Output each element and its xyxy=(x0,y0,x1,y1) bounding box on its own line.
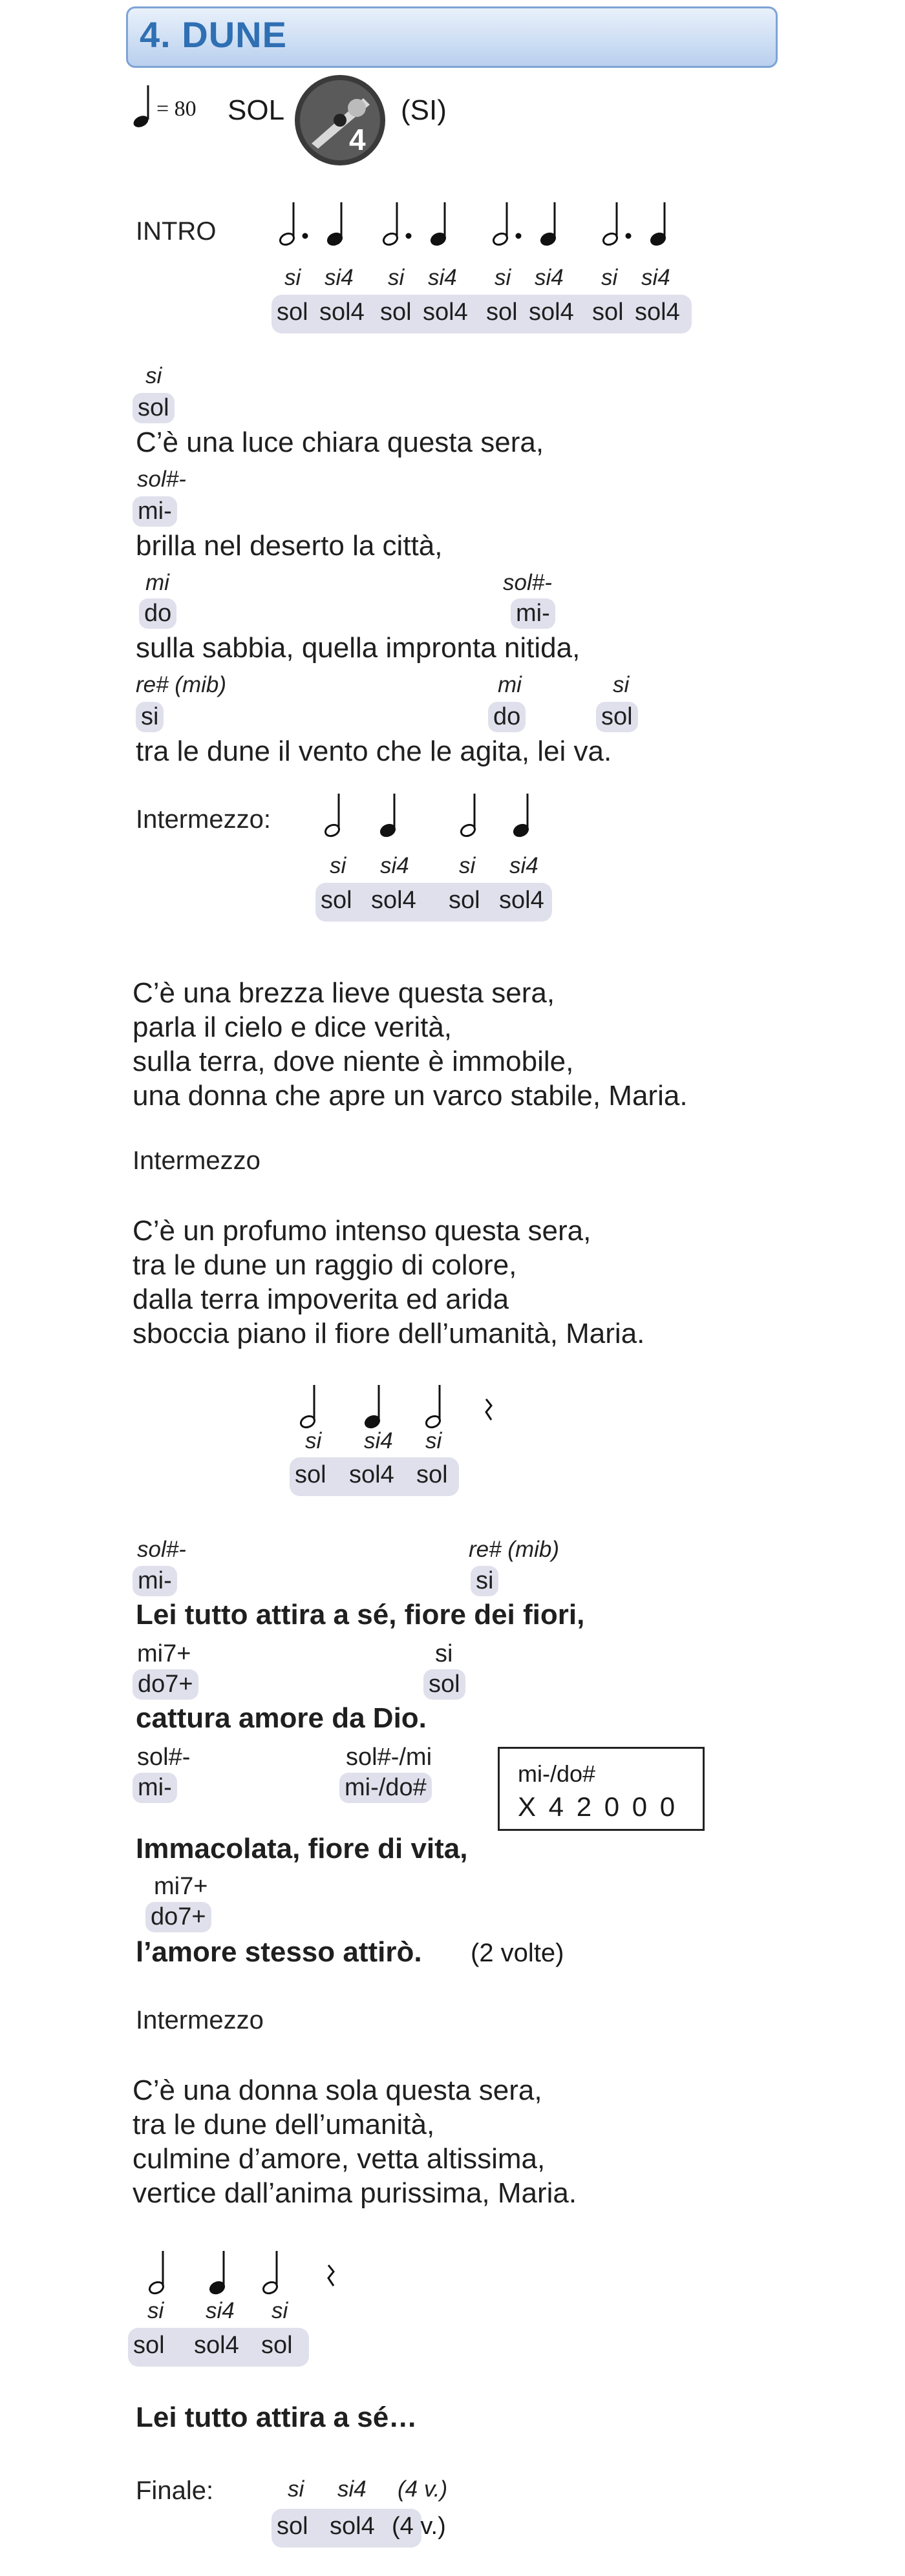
bridge-upper-chord: si4 xyxy=(364,1428,393,1453)
tempo-text: = 80 xyxy=(156,97,197,121)
chorus-upper-chord: sol#- xyxy=(137,1537,186,1562)
bridge-lower-chord: sol xyxy=(295,1461,326,1488)
chorus-line: Lei tutto attira a sé, fiore dei fiori, xyxy=(136,1599,585,1631)
bridge-lower-chord: sol xyxy=(416,1461,448,1488)
intermezzo-upper-chord: si xyxy=(459,853,476,878)
outro-lower-chord: sol xyxy=(261,2332,293,2359)
finale-upper-chord: si xyxy=(288,2476,304,2502)
finale-lower-note: (4 v.) xyxy=(392,2513,446,2540)
outro-upper-chord: si4 xyxy=(206,2298,235,2323)
chorus-line: l’amore stesso attirò. xyxy=(136,1936,422,1968)
verse1-upper-chord: si xyxy=(145,363,162,388)
verse1-upper-chord: re# (mib) xyxy=(136,672,227,697)
outro-lower-chord: sol4 xyxy=(194,2332,239,2359)
intermezzo-lower-chord: sol xyxy=(321,887,352,914)
verse1-lower-chord: sol xyxy=(133,393,175,423)
verse1-upper-chord: sol#- xyxy=(503,570,552,595)
verse1-lower-chord: mi- xyxy=(133,496,177,527)
bridge-rhythm xyxy=(299,1380,506,1431)
chorus-upper-chord: sol#-/mi xyxy=(346,1744,432,1771)
outro-upper-chord: si xyxy=(272,2298,288,2323)
chorus-upper-chord: sol#- xyxy=(137,1744,191,1771)
verse2-line: una donna che apre un varco stabile, Maria. xyxy=(133,1080,688,1112)
track-number: 4 xyxy=(349,123,366,156)
intro-lower-chord: sol xyxy=(592,299,624,326)
verse2-line: C’è una brezza lieve questa sera, xyxy=(133,977,555,1009)
intro-upper-chord: si xyxy=(601,265,618,290)
finale-lower-chord: sol4 xyxy=(330,2513,375,2540)
verse2-line: parla il cielo e dice verità, xyxy=(133,1011,452,1043)
intro-lower-chord: sol4 xyxy=(529,299,574,326)
verse1-upper-chord: sol#- xyxy=(137,467,186,492)
verse1-lower-chord: do xyxy=(139,598,176,629)
verse4-line: culmine d’amore, vetta altissima, xyxy=(133,2143,546,2175)
alt-key-label: (SI) xyxy=(401,94,447,126)
intermezzo-label: Intermezzo xyxy=(133,1146,261,1175)
verse1-lower-chord: mi- xyxy=(511,598,555,629)
intro-lower-chord: sol4 xyxy=(423,299,468,326)
verse1-line: C’è una luce chiara questa sera, xyxy=(136,427,544,458)
intermezzo-label: Intermezzo xyxy=(136,2006,264,2034)
intro-upper-chord: si xyxy=(495,265,511,290)
box-chord-tab: X 4 2 0 0 0 xyxy=(518,1791,678,1822)
chorus-lower-chord: do7+ xyxy=(145,1902,211,1932)
verse3-line: C’è un profumo intenso questa sera, xyxy=(133,1215,591,1247)
intermezzo-upper-chord: si4 xyxy=(509,853,538,878)
chorus-lower-chord: mi- xyxy=(133,1566,177,1596)
verse3-line: tra le dune un raggio di colore, xyxy=(133,1249,517,1281)
intro-label: INTRO xyxy=(136,217,217,246)
chorus-line: cattura amore da Dio. xyxy=(136,1702,427,1734)
intro-upper-chord: si4 xyxy=(428,265,457,290)
bridge-upper-chord: si xyxy=(305,1428,322,1453)
intro-lower-chord: sol xyxy=(380,299,412,326)
chorus-lower-chord: si xyxy=(471,1566,498,1596)
repeat-note: (2 volte) xyxy=(471,1939,564,1967)
finale-lower-chord: sol xyxy=(277,2513,308,2540)
chorus-lower-chord: do7+ xyxy=(133,1669,198,1700)
title-banner xyxy=(126,6,778,68)
verse1-line: tra le dune il vento che le agita, lei va. xyxy=(136,735,612,767)
song-title: 4. DUNE xyxy=(140,14,287,55)
verse4-line: C’è una donna sola questa sera, xyxy=(133,2075,542,2106)
outro-upper-chord: si xyxy=(147,2298,164,2323)
intro-rhythm xyxy=(278,197,698,249)
bridge-lower-chord: sol4 xyxy=(349,1461,394,1488)
chorus-upper-chord: mi7+ xyxy=(137,1640,191,1667)
chord-diagram-box xyxy=(498,1747,705,1831)
verse1-upper-chord: mi xyxy=(145,570,169,595)
cd-track-icon xyxy=(292,72,388,168)
verse1-line: sulla sabbia, quella impronta nitida, xyxy=(136,632,580,664)
intermezzo-lower-chord: sol4 xyxy=(499,887,544,914)
chorus-upper-chord: re# (mib) xyxy=(469,1537,560,1562)
intermezzo-label: Intermezzo: xyxy=(136,805,271,834)
intermezzo-lower-chord: sol xyxy=(449,887,480,914)
verse2-line: sulla terra, dove niente è immobile, xyxy=(133,1046,574,1077)
intro-upper-chord: si4 xyxy=(535,265,564,290)
intermezzo-lower-chord: sol4 xyxy=(371,887,416,914)
reprise-line: Lei tutto attira a sé… xyxy=(136,2402,418,2433)
chorus-upper-chord: mi7+ xyxy=(154,1873,208,1900)
chorus-lower-chord: mi-/do# xyxy=(339,1773,432,1803)
finale-upper-chord: si4 xyxy=(337,2476,367,2502)
verse1-line: brilla nel deserto la città, xyxy=(136,530,443,562)
intro-lower-chord: sol xyxy=(277,299,308,326)
chorus-upper-chord: si xyxy=(435,1640,453,1667)
verse1-lower-chord: si xyxy=(136,702,164,732)
chorus-lower-chord: mi- xyxy=(133,1773,177,1803)
intermezzo-upper-chord: si4 xyxy=(380,853,409,878)
verse3-line: sboccia piano il fiore dell’umanità, Maria. xyxy=(133,1318,645,1349)
intro-upper-chord: si xyxy=(388,265,405,290)
box-chord-name: mi-/do# xyxy=(518,1760,596,1787)
verse1-upper-chord: si xyxy=(613,672,630,697)
intermezzo-rhythm xyxy=(323,788,556,840)
finale-label: Finale: xyxy=(136,2476,214,2505)
verse4-line: tra le dune dell’umanità, xyxy=(133,2109,435,2140)
intro-lower-chord: sol4 xyxy=(635,299,680,326)
key-label: SOL xyxy=(228,94,285,126)
verse1-upper-chord: mi xyxy=(498,672,522,697)
intro-lower-chord: sol xyxy=(486,299,518,326)
intermezzo-upper-chord: si xyxy=(330,853,346,878)
outro-lower-chord: sol xyxy=(133,2332,165,2359)
quarter-note-icon xyxy=(133,84,156,129)
verse4-line: vertice dall’anima purissima, Maria. xyxy=(133,2177,577,2209)
intro-upper-chord: si4 xyxy=(325,265,354,290)
finale-upper-note: (4 v.) xyxy=(398,2476,448,2502)
verse1-lower-chord: sol xyxy=(596,702,638,732)
bridge-upper-chord: si xyxy=(425,1428,442,1453)
intro-upper-chord: si4 xyxy=(641,265,670,290)
verse1-lower-chord: do xyxy=(488,702,526,732)
chorus-lower-chord: sol xyxy=(423,1669,465,1700)
intro-lower-chord: sol4 xyxy=(319,299,365,326)
verse3-line: dalla terra impoverita ed arida xyxy=(133,1283,509,1315)
chorus-line: Immacolata, fiore di vita, xyxy=(136,1833,468,1864)
intro-upper-chord: si xyxy=(284,265,301,290)
outro-rhythm xyxy=(147,2246,354,2297)
